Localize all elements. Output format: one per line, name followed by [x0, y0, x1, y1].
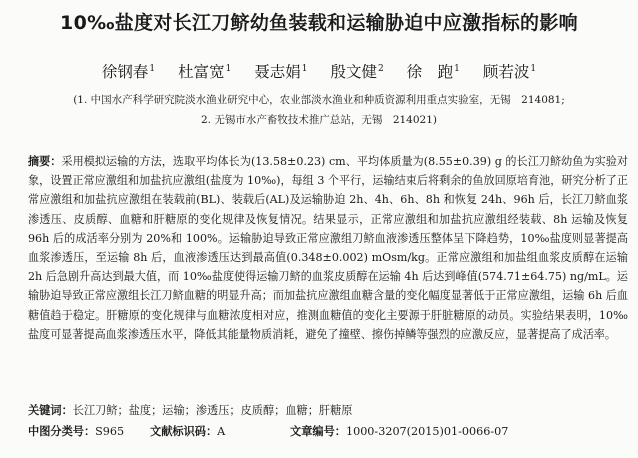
author [102, 63, 155, 81]
author-affiliation-mark: 1 [530, 64, 537, 74]
author-name: 徐 跑 [406, 63, 454, 81]
keywords-label: 关键词： [28, 404, 73, 417]
author [178, 63, 231, 81]
clc-label: 中图分类号： [28, 425, 96, 438]
affiliation-2: 2. 无锡市水产畜牧技术推广总站，无锡 214021) [200, 114, 438, 126]
article-number-value: 1000-3207(2015)01-0066-07 [345, 425, 509, 438]
author [407, 63, 460, 81]
clc-value: S965 [95, 425, 125, 438]
document-code-value: A [217, 425, 226, 438]
author-name: 聂志娟 [254, 63, 301, 81]
author-affiliation-mark: 1 [149, 64, 156, 74]
author-name: 徐钢春 [101, 63, 149, 81]
author [483, 63, 536, 81]
author-affiliation-mark: 1 [454, 64, 460, 74]
keywords [28, 402, 628, 418]
article-number [290, 423, 508, 439]
abstract-label: 摘要： [28, 155, 62, 168]
author [254, 63, 307, 81]
article-metadata [28, 423, 628, 439]
affiliation-1: (1. 中国水产科学研究院淡水渔业研究中心，农业部淡水渔业和种质资源利用重点实验室，无锡 214081; [73, 94, 565, 106]
paper-title: 10‰盐度对长江刀鲚幼鱼装载和运输胁迫中应激指标的影响 [60, 12, 578, 34]
keywords-text: 长江刀鲚；盐度；运输；渗透压；皮质醇；血糖；肝糖原 [72, 404, 353, 417]
abstract [28, 152, 628, 344]
author-affiliation-mark: 1 [301, 64, 308, 74]
document-code-label: 文献标识码： [150, 425, 218, 438]
document-code [150, 423, 290, 439]
author [330, 63, 383, 81]
abstract-text: 采用模拟运输的方法，选取平均体长为(13.58±0.23) cm、平均体质量为(8.55±0.39) g 的长江刀鲚幼鱼为实验对象，设置正常应激组和加盐抗应激组(盐度为 10‰)，每组 3 个平行，运输结束后将剩余的鱼放回原培育池，研究分析了正常应激组和加盐抗应激组在装载前(BL)、装载后(AL)及运输胁迫 2h、4h、6h、8h 和恢复 24h、96h 后，长江刀鲚血浆渗透压、皮质醇、血糖和肝糖原的变化规律及恢复情况。结果显示，正常应激组和加盐抗应激组经装载、8h 运输及恢复 96h 后的成活率分别为 20%和 100%。运输胁迫导致正常应激组刀鲚血液渗透压整体呈下降趋势，10‰盐度则显著提高血浆渗透压，至运输 8h 后，血液渗透压达到最高值(0.348±0.002) mOsm/kg。正常应激组和加盐组血浆皮质醇在运输 2h 后急剧升高达到最大值，而 10‰盐度使得运输刀鲚的血浆皮质醇在运输 4h 后达到峰值(574.71±64.75) ng/mL。运输胁迫导致正常应激组长江刀鲚血糖的明显升高；而加盐抗应激组血糖含量的变化幅度显著低于正常应激组，运输 6h 后血糖值趋于稳定。肝糖原的变化规律与血糖浓度相对应，推测血糖值的变化主要源于肝脏糖原的动员。实验结果表明，10‰盐度可显著提高血浆渗透压水平，降低其能量物质消耗，避免了撞壁、擦伤掉鳞等强烈的应激反应，显著提高了成活率。 [28, 155, 628, 341]
clc-number [28, 423, 150, 439]
author-list [0, 60, 638, 82]
author-affiliation-mark: 1 [225, 64, 232, 74]
author-name: 顾若波 [482, 63, 530, 81]
article-number-label: 文章编号： [290, 425, 346, 438]
author-affiliation-mark: 2 [377, 64, 384, 74]
author-name: 杜富宽 [178, 63, 225, 81]
author-name: 殷文健 [330, 63, 377, 81]
